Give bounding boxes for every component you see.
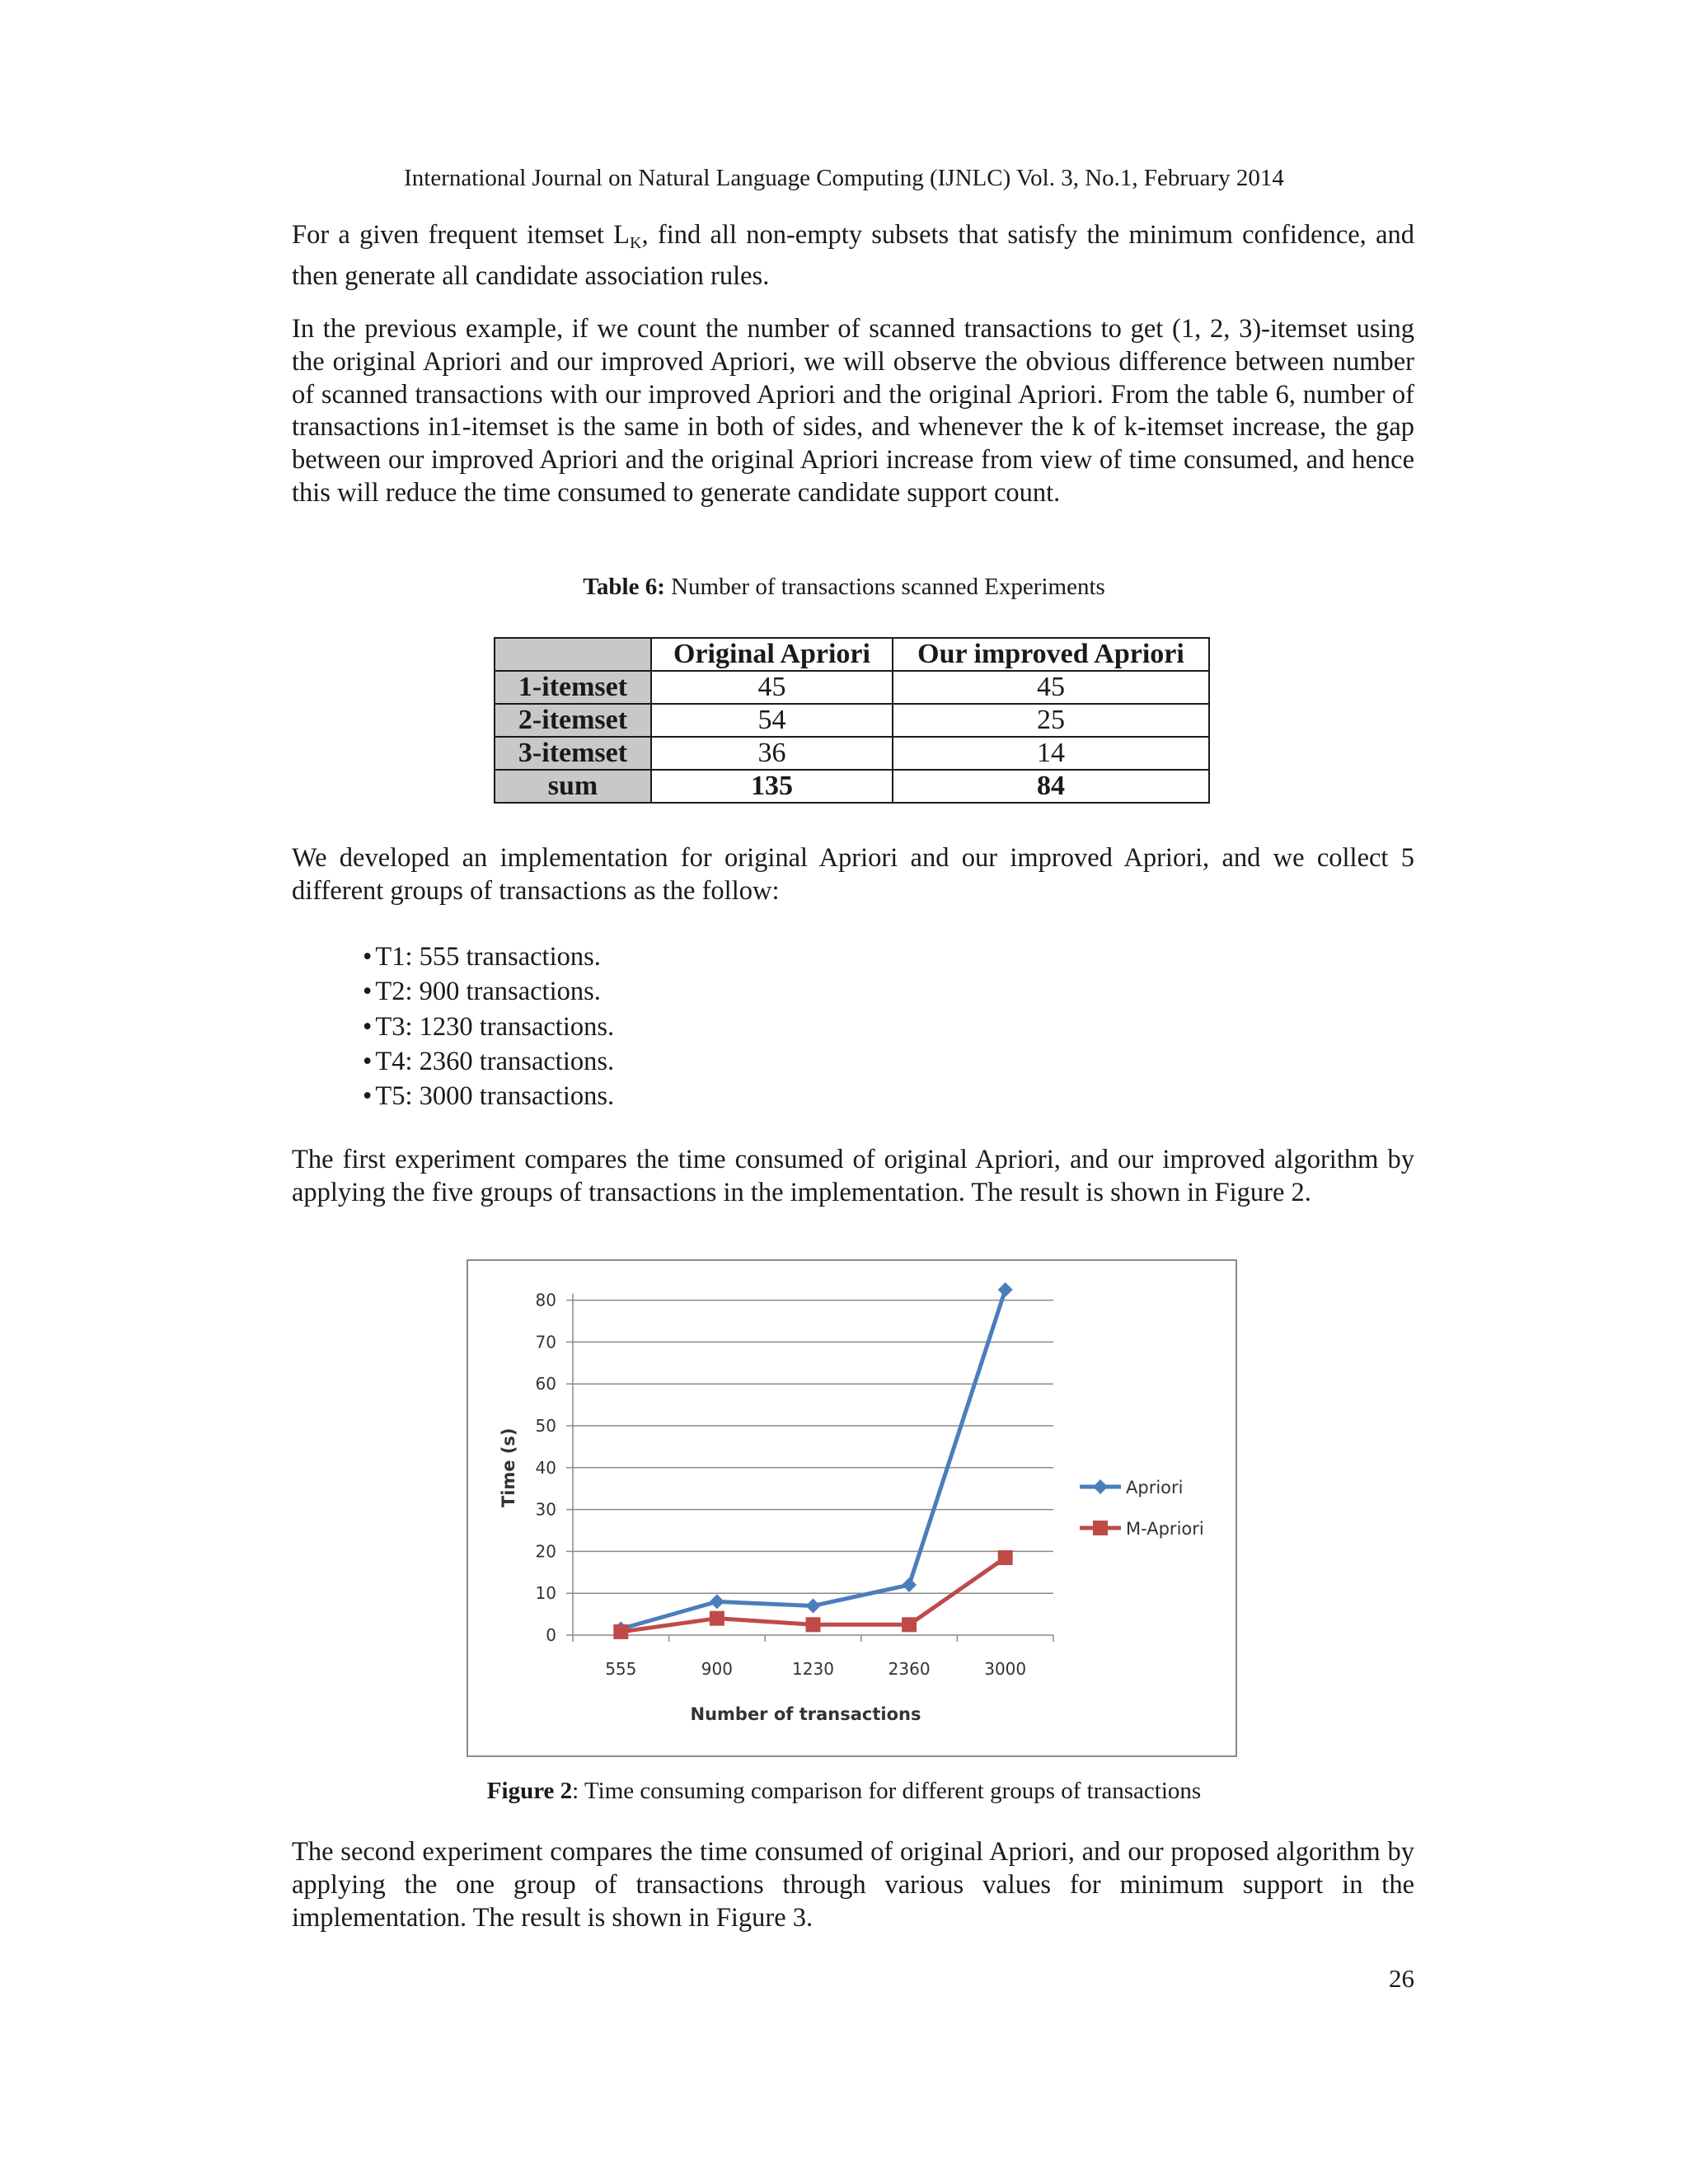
cell-improved: 84: [893, 770, 1209, 803]
table-header-improved: Our improved Apriori: [893, 638, 1209, 671]
page-number: 26: [1389, 1964, 1414, 1993]
paragraph-second-experiment: The second experiment compares the time consumed of original Apriori, and our proposed algorithm by applying the one group of transactions through various values for minimum support in the implementation. The result is shown in Figure 3.: [292, 1837, 1414, 1933]
figure-caption-text: : Time consuming comparison for different groups of transactions: [572, 1778, 1202, 1804]
y-tick-label: 70: [535, 1332, 556, 1352]
table-header-original: Original Apriori: [651, 638, 893, 671]
transaction-groups-list: [363, 940, 614, 1113]
cell-improved: 25: [893, 704, 1209, 737]
paragraph-scanned-transactions: In the previous example, if we count the number of scanned transactions to get (1, 2, 3)-itemset using the original Apriori and our improved Apriori, we will observe the obvious difference between number of scanned transactions with our improved Apriori and the original Apriori. From the table 6, number of transactions in1-itemset is the same in both of sides, and whenever the k of k-itemset increase, the gap between our improved Apriori and the original Apriori increase from view of time consumed, and hence this will reduce the time consumed to generate candidate support count.: [292, 314, 1414, 508]
y-tick-label: 60: [535, 1374, 556, 1394]
y-axis-title: Time (s): [499, 1427, 518, 1508]
y-tick-label: 20: [535, 1541, 556, 1562]
intro-pre: For a given frequent itemset L: [292, 220, 631, 250]
y-tick-label: 0: [546, 1625, 556, 1645]
row-label: sum: [495, 770, 651, 803]
row-label: 3-itemset: [495, 737, 651, 770]
figure-caption-label: Figure 2: [486, 1778, 573, 1804]
intro-paragraph: [292, 219, 1414, 293]
legend-marker: [1093, 1521, 1108, 1535]
cell-original: 36: [651, 737, 893, 770]
legend-marker: [1093, 1479, 1108, 1494]
x-axis-title: Number of transactions: [690, 1704, 921, 1724]
row-label: 2-itemset: [495, 704, 651, 737]
paragraph-first-experiment: The first experiment compares the time consumed of original Apriori, and our improved algorithm by applying the five groups of transactions in the implementation. The result is shown in Figure 2.: [292, 1145, 1414, 1207]
x-tick-label: 900: [701, 1659, 733, 1679]
journal-header: International Journal on Natural Language Computing (IJNLC) Vol. 3, No.1, February 2014: [404, 165, 1284, 191]
cell-improved: 14: [893, 737, 1209, 770]
table-caption-label: Table 6:: [583, 574, 665, 600]
line-chart: [468, 1261, 1236, 1755]
list-item: • T5: 3000 transactions.: [363, 1079, 614, 1113]
y-tick-label: 10: [535, 1583, 556, 1604]
table-row: [495, 737, 1209, 770]
data-point-m-apriori: [710, 1611, 724, 1626]
cell-improved: 45: [893, 671, 1209, 704]
x-tick-label: 3000: [984, 1659, 1027, 1679]
row-label: 1-itemset: [495, 671, 651, 704]
list-item: • T4: 2360 transactions.: [363, 1044, 614, 1079]
x-tick-label: 1230: [792, 1659, 834, 1679]
list-item: • T1: 555 transactions.: [363, 940, 614, 974]
intro-post: , find all non-empty subsets that satisfy the minimum confidence, and then generate all candidate association rules.: [292, 220, 1414, 291]
table-row: [495, 704, 1209, 737]
list-item: • T3: 1230 transactions.: [363, 1010, 614, 1044]
data-point-m-apriori: [998, 1550, 1013, 1565]
data-point-apriori: [998, 1282, 1013, 1297]
intro-subscript: K: [630, 234, 642, 252]
table-header-row: [495, 638, 1209, 671]
list-item: • T2: 900 transactions.: [363, 974, 614, 1009]
cell-original: 54: [651, 704, 893, 737]
figure-caption: [0, 1776, 1688, 1806]
table-corner-cell: [495, 638, 651, 671]
x-tick-label: 2360: [888, 1659, 931, 1679]
legend-label: Apriori: [1126, 1478, 1184, 1497]
data-point-apriori: [902, 1577, 917, 1592]
y-tick-label: 30: [535, 1499, 556, 1520]
table-sum-row: [495, 770, 1209, 803]
x-tick-label: 555: [605, 1659, 637, 1679]
data-point-m-apriori: [806, 1617, 821, 1632]
table-caption-text: Number of transactions scanned Experiments: [664, 574, 1105, 600]
cell-original: 45: [651, 671, 893, 704]
paragraph-implementation: We developed an implementation for original Apriori and our improved Apriori, and we collect 5 different groups of transactions as the follow:: [292, 843, 1414, 906]
figure-2-chart: [467, 1259, 1237, 1757]
data-point-apriori: [806, 1598, 821, 1613]
y-tick-label: 40: [535, 1457, 556, 1478]
cell-original: 135: [651, 770, 893, 803]
legend-label: M-Apriori: [1126, 1519, 1204, 1539]
series-line-apriori: [621, 1290, 1005, 1629]
data-point-m-apriori: [613, 1624, 628, 1639]
data-point-m-apriori: [902, 1617, 917, 1632]
table-row: [495, 671, 1209, 704]
data-point-apriori: [710, 1594, 724, 1609]
transactions-table: [494, 637, 1210, 804]
y-tick-label: 80: [535, 1290, 556, 1310]
table-caption: [0, 572, 1688, 602]
y-tick-label: 50: [535, 1416, 556, 1436]
